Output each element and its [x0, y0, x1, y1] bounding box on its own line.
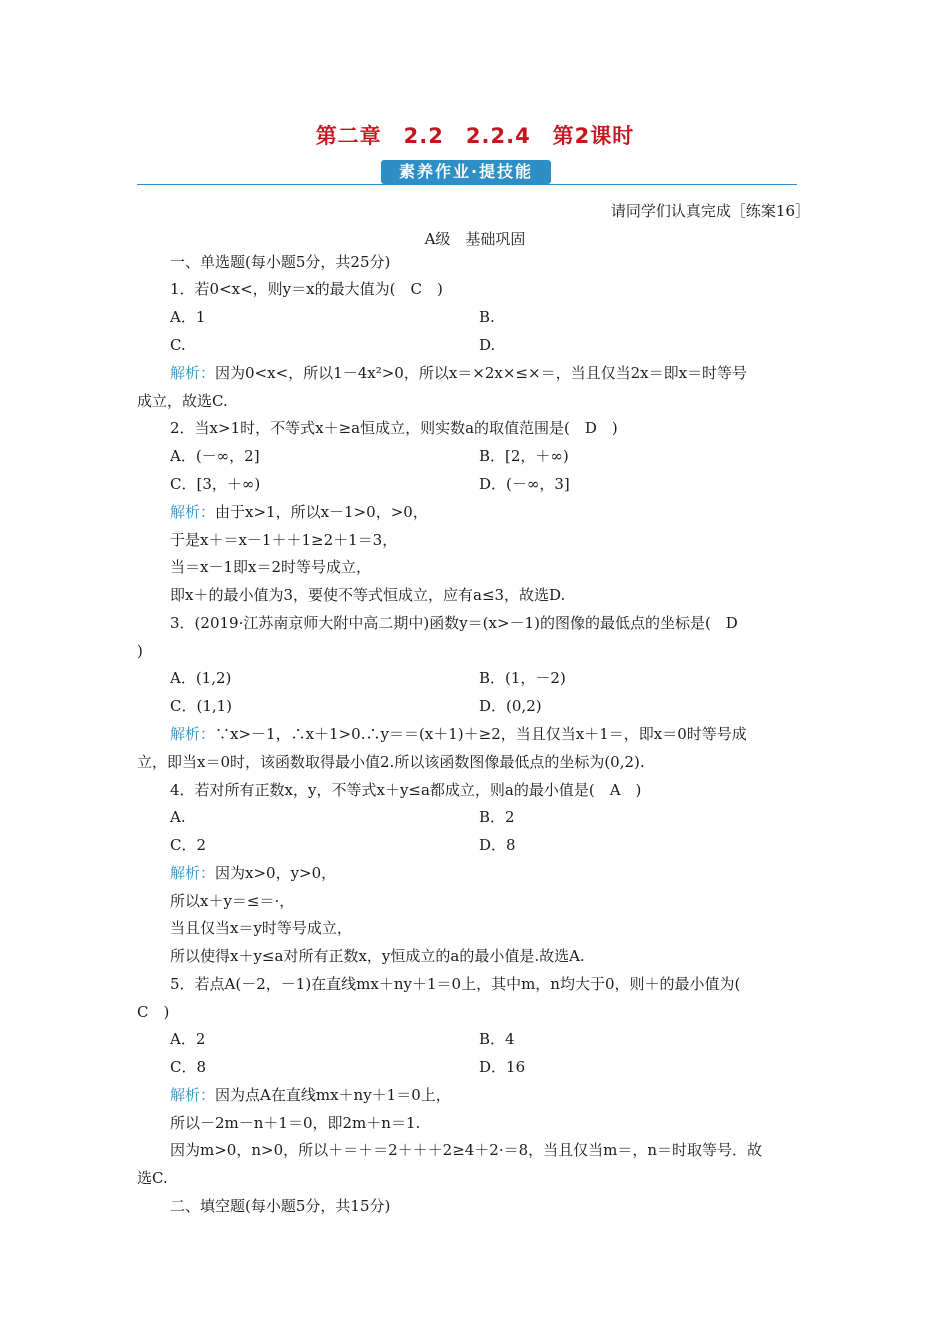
option-c: C．[3，＋∞)	[170, 475, 261, 493]
option-d: D．8	[479, 836, 516, 854]
option-c: C．2	[170, 836, 207, 854]
option-a: A．(－∞，2]	[170, 447, 260, 465]
question-stem: 3．(2019·江苏南京师大附中高二期中)函数y＝(x>－1)的图像的最低点的坐标是( D	[170, 614, 738, 632]
analysis-line: 成立，故选C.	[137, 392, 228, 410]
option-c: C．(1,1)	[170, 697, 233, 715]
analysis-line	[170, 863, 336, 883]
analysis-label: 解析：	[170, 503, 216, 521]
question-stem: 1．若0<x<，则y＝x的最大值为( C )	[170, 280, 443, 298]
analysis-line	[170, 502, 428, 522]
option-d: D．16	[479, 1058, 526, 1076]
question-stem: C )	[137, 1003, 170, 1021]
section-heading: 二、填空题(每小题5分，共15分)	[170, 1197, 391, 1215]
analysis-line: 所以－2m－n＋1＝0，即2m＋n＝1.	[170, 1114, 421, 1132]
analysis-line: 当且仅当x＝y时等号成立，	[170, 919, 352, 937]
question-stem: )	[137, 642, 143, 660]
analysis-text: 因为0<x<，所以1－4x²>0，所以x＝×2x×≤×＝，当且仅当2x＝即x＝时等号	[215, 364, 748, 382]
analysis-label: 解析：	[170, 725, 216, 743]
section-heading: 一、单选题(每小题5分，共25分)	[170, 253, 391, 271]
option-b: B．2	[479, 808, 515, 826]
option-b: B.	[479, 308, 495, 326]
analysis-text: ∵x>－1，∴x＋1>0.∴y＝＝(x＋1)＋≥2，当且仅当x＋1＝，即x＝0时等号成	[215, 725, 747, 743]
analysis-line: 所以x＋y＝≤＝·，	[170, 892, 295, 910]
analysis-line: 立，即当x＝0时，该函数取得最小值2.所以该函数图像最低点的坐标为(0,2).	[137, 753, 645, 771]
option-b: B．[2，＋∞)	[479, 447, 569, 465]
analysis-text: 因为点A在直线mx＋ny＋1＝0上，	[215, 1086, 451, 1104]
analysis-line: 即x＋的最小值为3，要使不等式恒成立，应有a≤3，故选D.	[170, 586, 566, 604]
analysis-text: 由于x>1，所以x－1>0，>0，	[215, 503, 428, 521]
analysis-line: 所以使得x＋y≤a对所有正数x，y恒成立的a的最小值是.故选A.	[170, 947, 585, 965]
option-c: C.	[170, 336, 186, 354]
analysis-line: 当＝x－1即x＝2时等号成立，	[170, 558, 372, 576]
question-stem: 5．若点A(－2，－1)在直线mx＋ny＋1＝0上，其中m，n均大于0，则＋的最小值为(	[170, 975, 741, 993]
analysis-text: 因为x>0，y>0，	[215, 864, 337, 882]
option-c: C．8	[170, 1058, 207, 1076]
option-a: A．1	[170, 308, 206, 326]
analysis-label: 解析：	[170, 1086, 216, 1104]
option-d: D．(0,2)	[479, 697, 542, 715]
option-b: B．4	[479, 1030, 515, 1048]
analysis-line: 于是x＋＝x－1＋＋1≥2＋1＝3，	[170, 531, 398, 549]
question-stem: 4．若对所有正数x，y，不等式x＋y≤a都成立，则a的最小值是( A )	[170, 781, 642, 799]
option-a: A.	[170, 808, 186, 826]
analysis-line: 因为m>0，n>0，所以＋＝＋＝2＋＋＋2≥4＋2·＝8，当且仅当m＝，n＝时取等号．故	[170, 1141, 763, 1159]
analysis-label: 解析：	[170, 364, 216, 382]
analysis-line	[170, 724, 747, 744]
analysis-label: 解析：	[170, 864, 216, 882]
analysis-line	[170, 1085, 451, 1105]
option-d: D.	[479, 336, 496, 354]
option-a: A．(1,2)	[170, 669, 232, 687]
level-heading: A级 基础巩固	[424, 230, 526, 248]
chapter-title: 第二章 2.2 2.2.4 第2课时	[315, 124, 635, 148]
option-a: A．2	[170, 1030, 206, 1048]
analysis-line	[170, 363, 747, 383]
question-stem: 2．当x>1时，不等式x＋≥a恒成立，则实数a的取值范围是( D )	[170, 419, 618, 437]
section-banner: 素养作业·提技能	[381, 160, 551, 184]
option-d: D．(－∞，3]	[479, 475, 570, 493]
option-b: B．(1，－2)	[479, 669, 566, 687]
analysis-line: 选C.	[137, 1169, 168, 1187]
practice-note: 请同学们认真完成［练案16］	[610, 202, 810, 220]
header-divider	[137, 184, 797, 185]
